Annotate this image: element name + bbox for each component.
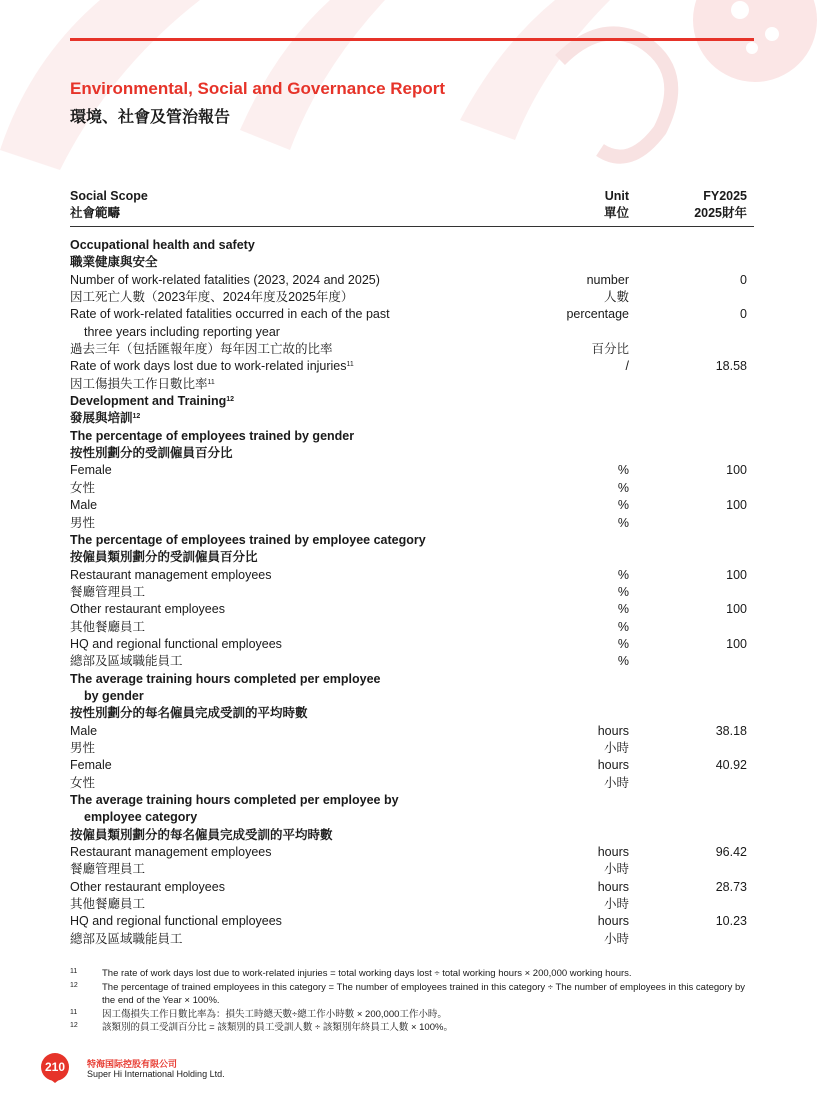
row-unit: % (617, 619, 629, 634)
column-header-scope: Social Scope 社會範疇 (70, 189, 148, 220)
table-row (70, 358, 754, 375)
row-label: by gender (84, 688, 144, 703)
column-header-fy2025: FY2025 2025財年 (694, 189, 747, 220)
row-label: 女性 (70, 775, 96, 790)
row-label: Rate of work days lost due to work-related injuries$^{11}$ (70, 359, 354, 374)
footnote-text: 因工傷損失工作日數比率為：損失工時總天數÷總工作小時數 × 200,000工作小時。 (102, 1008, 447, 1020)
row-label: Other restaurant employees (70, 879, 225, 894)
row-label: 餐廳管理員工 (70, 862, 146, 877)
company-name-en: Super Hi International Holding Ltd. (87, 1069, 225, 1079)
table-row (70, 584, 754, 601)
header-rule (70, 226, 754, 227)
row-unit: number (586, 272, 629, 287)
row-unit: 小時 (603, 897, 629, 912)
row-unit: 百分比 (591, 342, 629, 357)
row-label: Female (70, 463, 112, 478)
table-row (70, 567, 754, 584)
footnote-number: 12 (70, 1022, 78, 1029)
page-number: 210 (44, 1060, 66, 1074)
footnote-ref: 12 (132, 413, 141, 421)
table-row (70, 341, 754, 358)
row-label: The average training hours completed per employee (70, 671, 381, 686)
table-row (70, 515, 754, 532)
table-row (70, 410, 754, 427)
row-label: The average training hours completed per employee by (70, 793, 399, 807)
table-row (70, 879, 754, 896)
row-label: 總部及區域職能員工 (70, 654, 183, 669)
row-unit: % (617, 515, 629, 530)
row-unit: % (617, 584, 629, 599)
row-unit: hours (597, 723, 629, 738)
table-row (70, 619, 754, 636)
row-unit: hours (597, 914, 629, 929)
row-label: 男性 (70, 740, 96, 755)
report-title-zh: 環境、社會及管治報告 (70, 109, 231, 126)
table-row (70, 809, 754, 826)
row-label: three years including reporting year (84, 324, 280, 339)
column-header-unit: Unit 單位 (603, 189, 629, 220)
row-label: 因工傷損失工作日數比率$^{11}$ (70, 376, 215, 391)
row-value: 38.18 (715, 723, 747, 738)
table-row (70, 740, 754, 757)
row-label: 過去三年（包括匯報年度）每年因工亡故的比率 (70, 342, 333, 357)
row-label: Male (70, 498, 98, 513)
footnote-text: The percentage of trained employees in this category = The number of employees trained in this category ÷ The number of employees in this category by the end of the Year × 100%. (102, 981, 746, 1006)
footnote-number: 11 (70, 968, 78, 975)
row-label: 職業健康與安全 (70, 255, 158, 270)
row-unit: % (617, 463, 629, 478)
row-label: HQ and regional functional employees (70, 636, 282, 651)
row-unit: 小時 (603, 775, 629, 790)
footnote-ref: 12 (226, 396, 235, 404)
footnote-ref: 11 (346, 361, 354, 369)
row-label: 總部及區域職能員工 (70, 931, 183, 946)
row-label: 其他餐廳員工 (70, 619, 146, 634)
company-name-zh: 特海国际控股有限公司 (87, 1059, 178, 1069)
table-row (70, 931, 754, 948)
table-row (70, 671, 754, 688)
row-value: 0 (740, 272, 747, 287)
row-value: 18.58 (715, 359, 747, 374)
footnotes (70, 967, 760, 1035)
footnote (70, 981, 760, 1008)
row-unit: % (617, 567, 629, 582)
report-title-en: Environmental, Social and Governance Report (70, 79, 446, 98)
table-row (70, 254, 754, 271)
row-label: 按僱員類別劃分的受訓僱員百分比 (70, 550, 258, 565)
row-label: 其他餐廳員工 (70, 897, 146, 912)
row-label: 發展與培訓$^{12}$ (70, 411, 141, 426)
row-unit: hours (597, 758, 629, 773)
table-row (70, 497, 754, 514)
row-label: Occupational health and safety (70, 238, 255, 252)
row-label: Restaurant management employees (70, 567, 272, 582)
row-unit: percentage (566, 307, 629, 322)
row-label: employee category (84, 810, 198, 825)
table-row (70, 723, 754, 740)
row-label: Number of work-related fatalities (2023, 2024 and 2025) (70, 272, 380, 287)
row-value: 10.23 (715, 914, 747, 929)
footnote-ref: 11 (207, 378, 215, 386)
footnote-text: The rate of work days lost due to work-related injuries = total working days lost ÷ total working hours × 200,000 working hours. (102, 968, 632, 979)
row-value: 100 (726, 636, 747, 651)
footnote (70, 1008, 760, 1022)
data-table (70, 237, 754, 948)
table-row (70, 289, 754, 306)
row-label: The percentage of employees trained by employee category (70, 532, 426, 547)
row-unit: % (617, 480, 629, 495)
row-unit: 小時 (603, 740, 629, 755)
table-row (70, 827, 754, 844)
row-label: Male (70, 723, 98, 738)
row-value: 100 (726, 463, 747, 478)
row-value: 100 (726, 567, 747, 582)
row-unit: % (617, 636, 629, 651)
table-row (70, 792, 754, 809)
row-unit: / (625, 359, 629, 374)
table-row (70, 428, 754, 445)
table-row (70, 653, 754, 670)
row-value: 0 (740, 307, 747, 322)
table-row (70, 272, 754, 289)
footnote (70, 967, 760, 981)
row-value: 40.92 (715, 758, 747, 773)
row-label: HQ and regional functional employees (70, 914, 282, 929)
row-label: 餐廳管理員工 (70, 584, 146, 599)
row-value: 28.73 (715, 879, 747, 894)
table-row (70, 532, 754, 549)
footnote-number: 11 (70, 1008, 78, 1016)
row-unit: % (617, 602, 629, 617)
footnote-number: 12 (70, 981, 78, 989)
footnote-text: 該類別的員工受訓百分比 = 該類別的員工受訓人數 ÷ 該類別年終員工人數 × 100%。 (102, 1022, 453, 1033)
table-row (70, 913, 754, 930)
table-row (70, 861, 754, 878)
row-unit: 人數 (603, 290, 629, 305)
top-rule (70, 38, 754, 41)
row-label: The percentage of employees trained by gender (70, 428, 355, 443)
row-value: 100 (726, 602, 747, 617)
table-row (70, 324, 754, 341)
row-unit: 小時 (603, 862, 629, 877)
table-row (70, 306, 754, 323)
row-label: Other restaurant employees (70, 602, 225, 617)
table-row (70, 462, 754, 479)
row-label: 男性 (70, 515, 96, 530)
row-unit: hours (597, 845, 629, 860)
row-unit: % (617, 654, 629, 669)
row-unit: % (617, 498, 629, 513)
row-label: Female (70, 758, 112, 773)
row-label: Rate of work-related fatalities occurred in each of the past (70, 307, 390, 322)
table-row (70, 757, 754, 774)
row-label: 按僱員類別劃分的每名僱員完成受訓的平均時數 (70, 827, 333, 842)
table-row (70, 636, 754, 653)
row-label: 女性 (70, 480, 96, 495)
table-row (70, 393, 754, 410)
row-label: 按性別劃分的受訓僱員百分比 (70, 446, 233, 461)
row-unit: hours (597, 879, 629, 894)
table-row (70, 376, 754, 393)
row-label: Restaurant management employees (70, 845, 272, 860)
table-row (70, 480, 754, 497)
table-row (70, 601, 754, 618)
table-row (70, 237, 754, 254)
table-row (70, 549, 754, 566)
table-row (70, 705, 754, 722)
row-label: 按性別劃分的每名僱員完成受訓的平均時數 (70, 706, 308, 721)
table-row (70, 445, 754, 462)
row-unit: 小時 (603, 931, 629, 946)
table-row (70, 896, 754, 913)
table-row (70, 775, 754, 792)
table-row (70, 688, 754, 705)
table-row (70, 844, 754, 861)
footnote (70, 1021, 760, 1035)
row-label: Development and Training$^{12}$ (70, 394, 235, 409)
row-label: 因工死亡人數（2023年度、2024年度及2025年度） (70, 290, 354, 305)
row-value: 96.42 (715, 845, 747, 860)
row-value: 100 (726, 498, 747, 513)
